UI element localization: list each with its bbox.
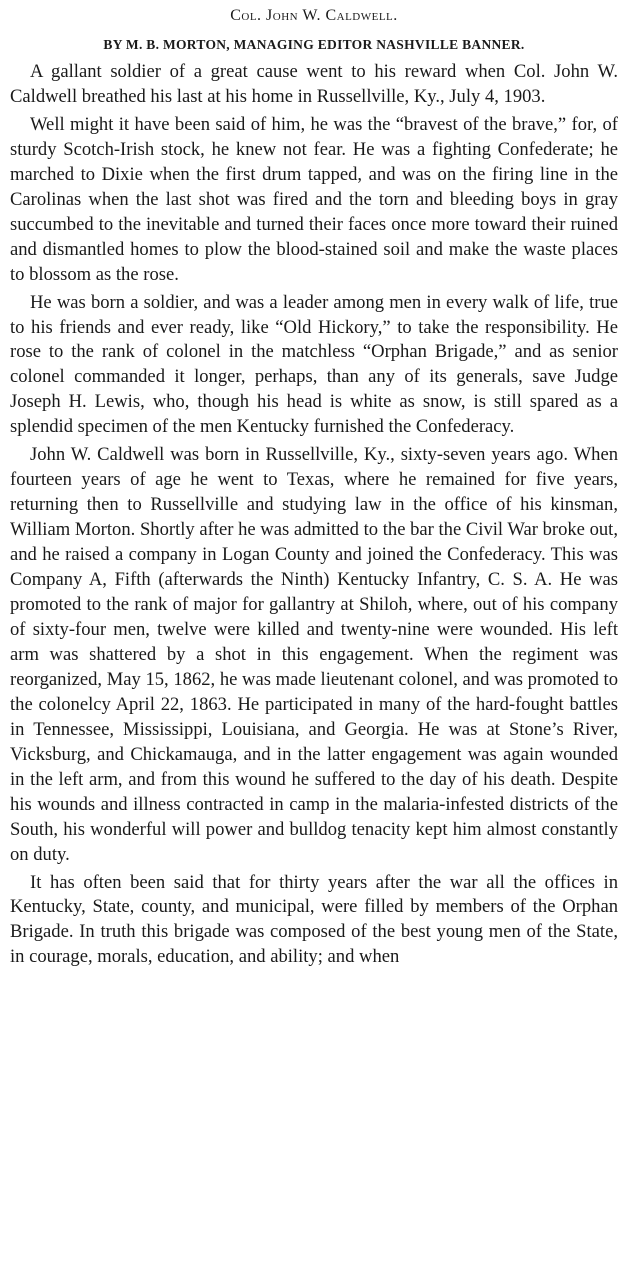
- article-title: Col. John W. Caldwell.: [230, 7, 398, 24]
- article-page: [10, 6, 618, 973]
- paragraph-3: He was born a soldier, and was a leader among men in every walk of life, true to his friends and ever ready, like “Old Hickory,” to take the responsibility. He rose to the rank of colonel in the matchless “Orphan Brigade,” and as senior colonel commanded it longer, perhaps, than any of its generals, save Judge Joseph H. Lewis, who, though his head is white as snow, is still spared as a splendid specimen of the men Kentucky furnished the Confederacy.: [10, 291, 618, 438]
- paragraph-1: A gallant soldier of a great cause went to his reward when Col. John W. Caldwell breathed his last at his home in Russellville, Ky., July 4, 1903.: [10, 61, 618, 107]
- paragraph-5: It has often been said that for thirty years after the war all the offices in Kentucky, State, county, and municipal, were filled by members of the Orphan Brigade. In truth this brigade was composed of the best young men of the State, in courage, morals, education, and ability; and when: [10, 871, 618, 968]
- paragraph-2: Well might it have been said of him, he was the “bravest of the brave,” for, of sturdy Scotch-Irish stock, he knew not fear. He was a fighting Confederate; he marched to Dixie when the first drum tapped, and was on the firing line in the Carolinas when the last shot was fired and the torn and bleeding boys in gray succumbed to the inevitable and turned their faces once more toward their ruined and dismantled homes to plow the blood-stained soil and make the waste places to blossom as the rose.: [10, 113, 618, 285]
- paragraph-4: John W. Caldwell was born in Russellville, Ky., sixty-seven years ago. When fourteen years of age he went to Texas, where he remained for five years, returning then to Russellville and studying law in the office of his kinsman, William Morton. Shortly after he was admitted to the bar the Civil War broke out, and he raised a company in Logan County and joined the Confederacy. This was Company A, Fifth (afterwards the Ninth) Kentucky Infantry, C. S. A. He was promoted to the rank of major for gallantry at Shiloh, where, out of his company of sixty-four men, twelve were killed and twenty-nine were wounded. His left arm was shattered by a shot in this engagement. When the regiment was reorganized, May 15, 1862, he was made lieutenant colonel, and was promoted to the colonelcy April 22, 1863. He participated in many of the hard-fought battles in Tennessee, Mississippi, Louisiana, and Georgia. He was at Stone’s River, Vicksburg, and Chickamauga, and in the latter engagement was again wounded in the left arm, and from this wound he suffered to the day of his death. Despite his wounds and illness contracted in camp in the malaria-infested districts of the South, his wonderful will power and bulldog tenacity kept him almost constantly on duty.: [10, 444, 618, 865]
- article-byline: BY M. B. MORTON, MANAGING EDITOR NASHVILLE BANNER.: [103, 37, 525, 52]
